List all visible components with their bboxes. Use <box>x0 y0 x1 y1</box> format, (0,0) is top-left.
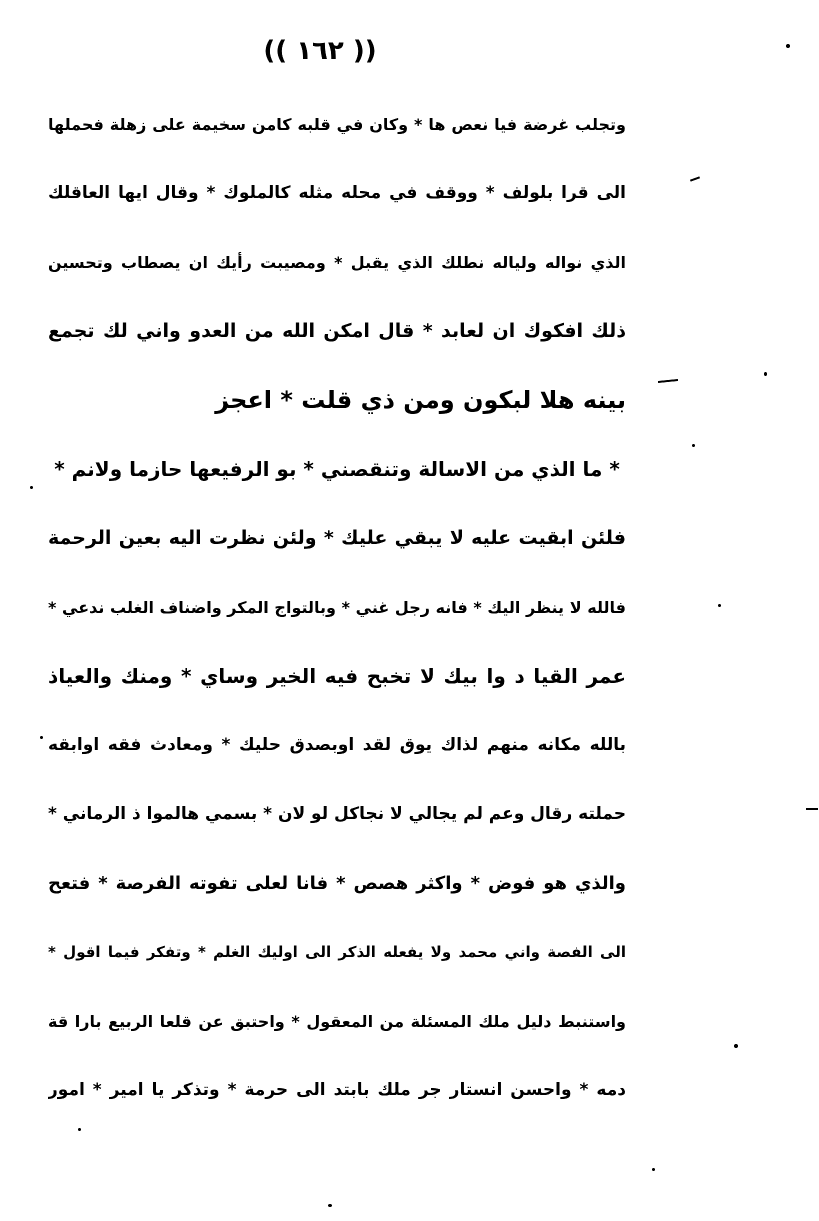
scan-speck <box>652 1168 655 1171</box>
text-line-2: الى قرا بلولف * ووقف في محله مثله كالملوك * وقال ايها العاقلك <box>48 183 626 203</box>
text-line-9: عمر القيا د وا بيك لا تخبح فيه الخير وساي * ومنك والعياذ <box>48 664 626 688</box>
text-line-15: دمه * واحسن انستار جر ملك بابتد الى حرمة * وتذكر يا امير * امور <box>48 1080 626 1100</box>
text-line-4: ذلك افكوك ان لعابد * قال امكن الله من العدو واني لك تجمع <box>48 320 626 342</box>
text-line-6: * ما الذي من الاسالة وتنقصني * بو الرفيعها حازما ولانم * <box>54 457 620 481</box>
arabic-text-block <box>48 90 626 1125</box>
scan-speck <box>786 44 790 48</box>
text-line-3: الذي نواله ولياله نطلك الذي يقبل * ومصيبت رأيك ان يصطاب وتحسين <box>48 253 626 272</box>
scan-edge-mark <box>690 176 700 181</box>
scan-speck <box>692 444 695 447</box>
scan-speck <box>734 1044 738 1048</box>
scan-speck <box>718 604 721 607</box>
scan-speck <box>328 1204 332 1207</box>
scan-speck <box>40 736 43 739</box>
text-line-13: الى الفصة واني محمد ولا يفعله الذكر الى اوليك الغلم * وتفكر فيما اقول * <box>48 943 626 961</box>
page-number: (( ١٦٢ )) <box>263 36 377 66</box>
scan-speck <box>78 1128 81 1131</box>
text-line-10: بالله مكانه منهم لذاك يوق لقد اوبصدق حليك * ومعادث فقه اوابقه <box>48 735 626 755</box>
scan-speck <box>764 372 767 376</box>
scan-edge-mark <box>806 808 818 810</box>
text-line-14: واستنبط دليل ملك المسئلة من المعقول * واحتبق عن قلعا الربيع بارا قة <box>48 1012 626 1031</box>
text-line-5: بينه هلا لبكون ومن ذي قلت * اعجز <box>215 386 626 414</box>
text-line-7: فلئن ابقيت عليه لا يبقي عليك * ولئن نظرت اليه بعين الرحمة <box>48 527 626 549</box>
text-line-11: حملته رقال وعم لم يجالي لا نجاكل لو لان * بسمي هالموا ذ الرماني * <box>48 804 626 824</box>
text-line-8: فالله لا ينظر اليك * فانه رجل غني * وبالتواج المكر واضناف الغلب ندعي * <box>48 598 626 617</box>
scan-speck <box>30 486 33 489</box>
scan-edge-mark <box>658 379 678 383</box>
text-line-12: والذي هو فوض * واكثر هصص * فانا لعلى تفوته الفرصة * فتعح <box>48 873 626 894</box>
text-line-1: وتجلب غرضة فيا نعص ها * وكان في قلبه كامن سخيمة على زهلة فحملها <box>48 115 626 134</box>
